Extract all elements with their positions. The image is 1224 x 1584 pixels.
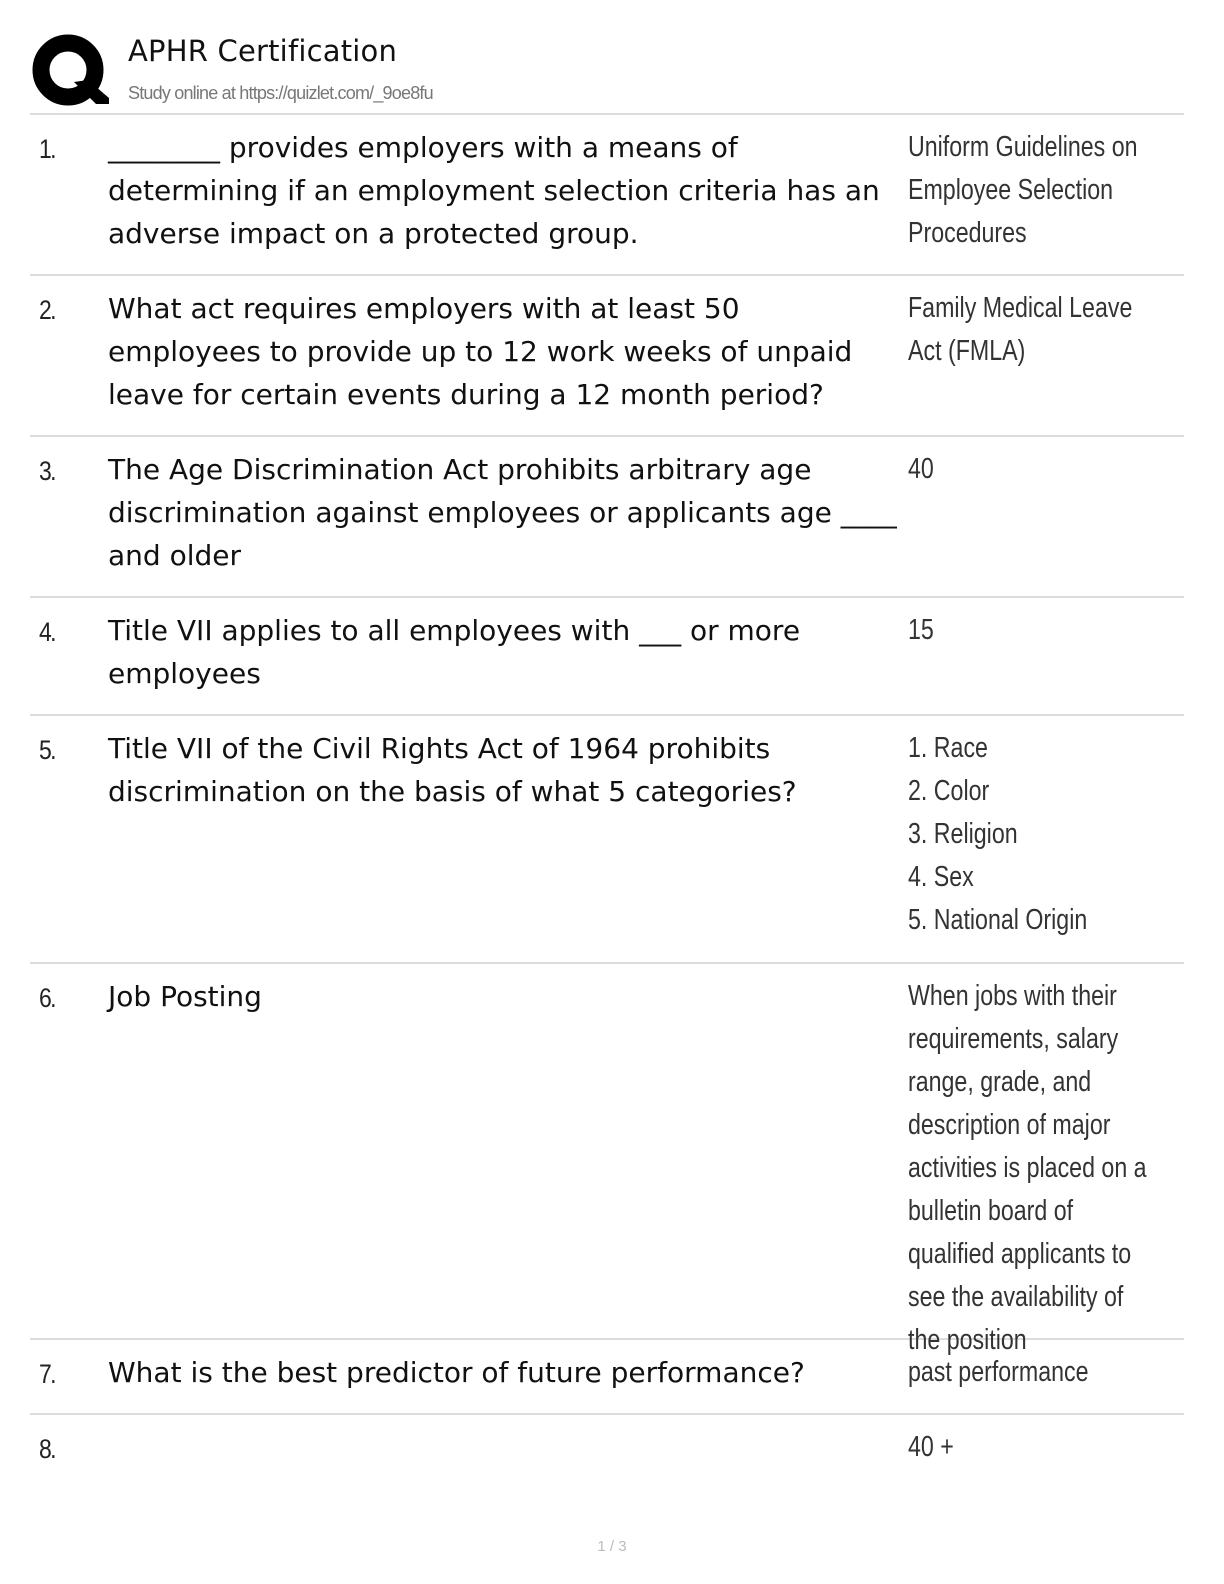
page-title: APHR Certification (128, 34, 398, 68)
card-term: What act requires employers with at least 50 employees to provide up to 12 work weeks of unpaid leave for certain events during a 12 month period? (108, 292, 853, 411)
card-number: 4. (39, 617, 55, 647)
card-number: 1. (39, 134, 55, 164)
card-definition: past performance (908, 1356, 1089, 1388)
study-link[interactable]: Study online at https://quizlet.com/_9oe8fu (128, 83, 433, 103)
card-definition: 40 (908, 453, 934, 485)
flashcard-row (30, 964, 1184, 1356)
flashcard-row (30, 598, 1184, 716)
flashcard-row (30, 716, 1184, 964)
card-definition: 1. Race 2. Color 3. Religion 4. Sex 5. National Origin (908, 732, 1088, 936)
page-header (30, 28, 1184, 114)
card-term: Title VII applies to all employees with ___ or more employees (108, 614, 801, 690)
flashcard-row (30, 437, 1184, 598)
card-number: 7. (39, 1359, 55, 1389)
card-definition: Uniform Guidelines on Employee Selection Procedures (908, 131, 1138, 249)
card-definition: When jobs with their requirements, salary range, grade, and description of major activities is placed on a bulletin board of qualified applicants to see the availability of the position (908, 980, 1147, 1356)
flashcard-row (30, 276, 1184, 437)
flashcard-row (30, 1340, 1184, 1415)
card-number: 2. (39, 295, 55, 325)
card-number: 5. (39, 735, 55, 765)
card-term: ________ provides employers with a means of determining if an employment selection criteria has an adverse impact on a protected group. (108, 131, 880, 250)
card-term: The Age Discrimination Act prohibits arbitrary age discrimination against employees or applicants age ____ and older (108, 453, 897, 572)
card-definition: Family Medical Leave Act (FMLA) (908, 292, 1133, 367)
flashcard-row (30, 1415, 1184, 1490)
page-number: 1 / 3 (597, 1538, 627, 1555)
card-number: 3. (39, 456, 55, 486)
card-term: Job Posting (108, 980, 262, 1013)
card-number: 6. (39, 983, 55, 1013)
card-term: Title VII of the Civil Rights Act of 1964 prohibits discrimination on the basis of what 5 categories? (108, 732, 797, 808)
card-definition: 40 + (908, 1431, 954, 1463)
quizlet-logo-icon (30, 32, 110, 112)
card-term: What is the best predictor of future performance? (108, 1356, 805, 1389)
card-number: 8. (39, 1434, 55, 1464)
flashcard-row (30, 115, 1184, 276)
card-definition: 15 (908, 614, 934, 646)
flashcard-list (30, 115, 1184, 1490)
